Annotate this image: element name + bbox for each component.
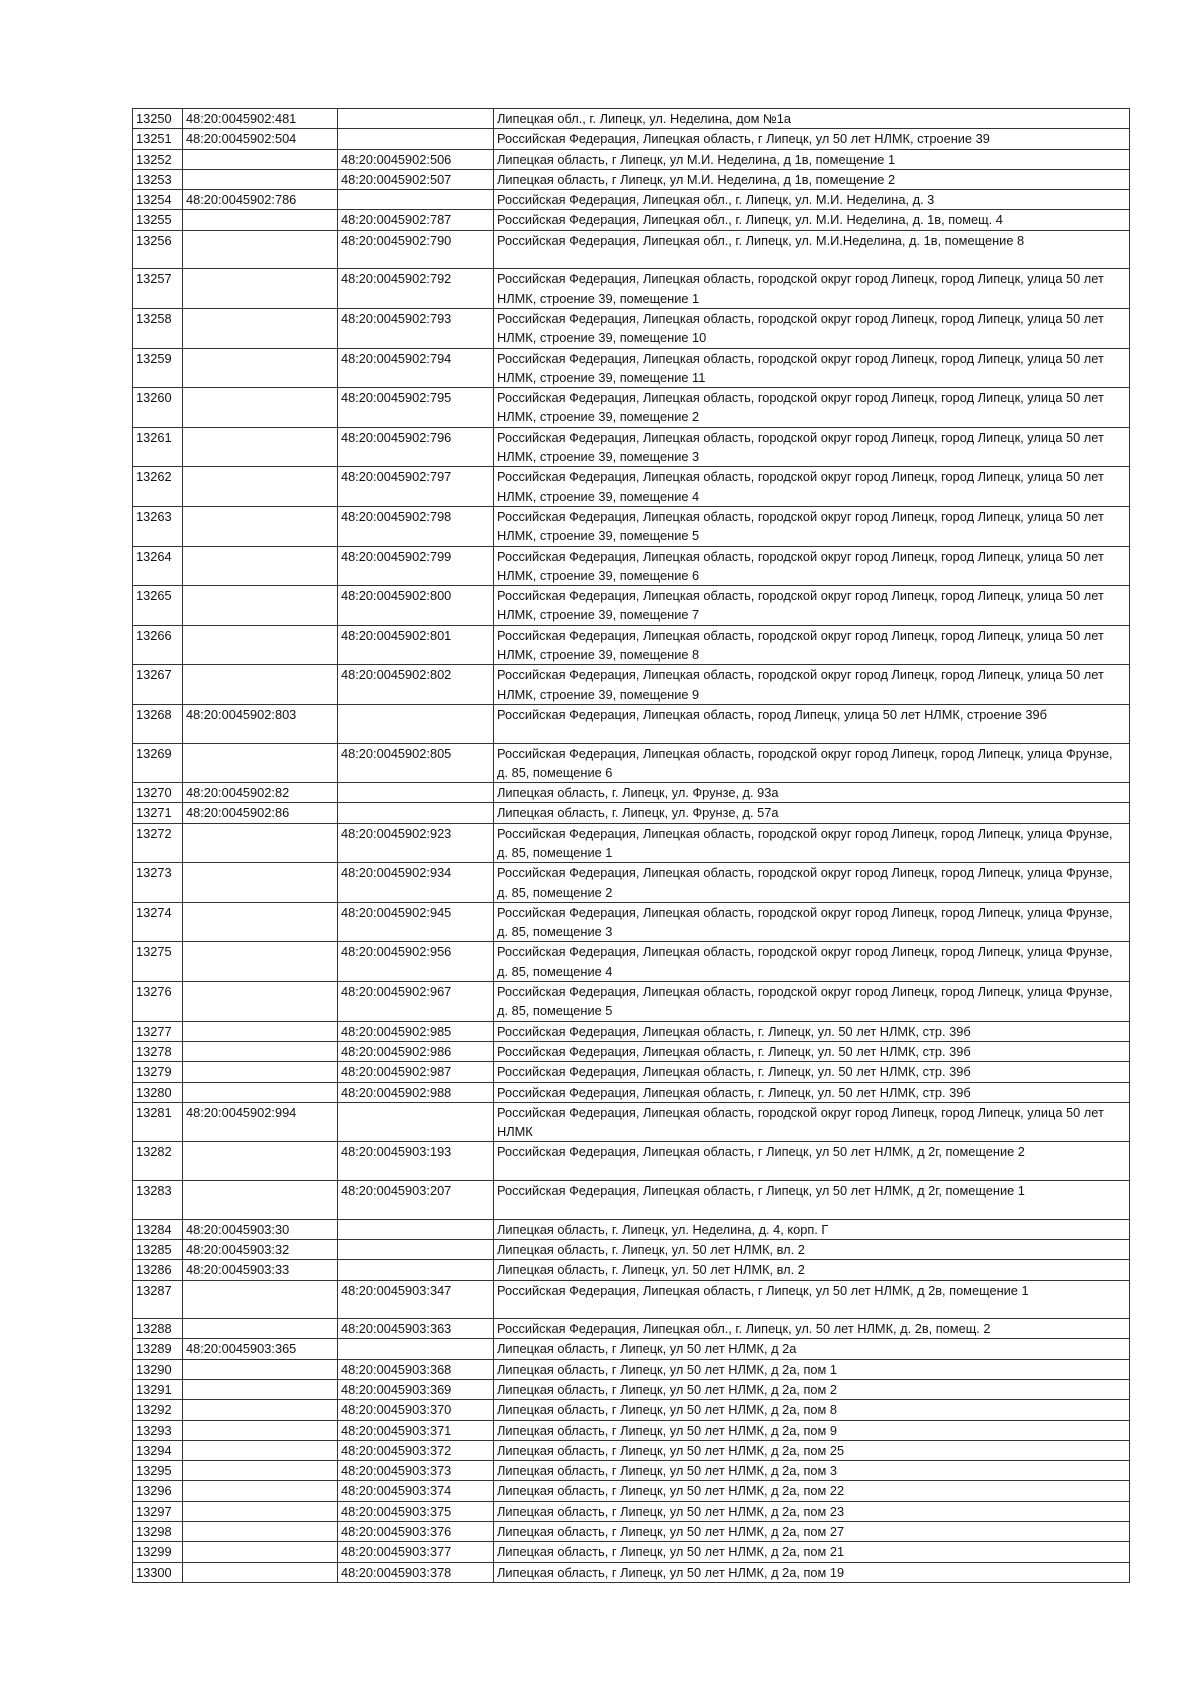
table-row bbox=[133, 1359, 1130, 1379]
land-cadastral-number-cell bbox=[183, 348, 338, 388]
land-cadastral-number-cell: 48:20:0045903:33 bbox=[183, 1260, 338, 1280]
premises-cadastral-number-cell bbox=[338, 803, 494, 823]
address-cell: Российская Федерация, Липецкая область, г Липецк, ул 50 лет НЛМК, д 2в, помещение 1 bbox=[494, 1280, 1130, 1319]
table-row bbox=[133, 1481, 1130, 1501]
table-row bbox=[133, 269, 1130, 309]
address-cell: Российская Федерация, Липецкая область, городской округ город Липецк, город Липецк, улица Фрунзе, д. 85, помещение 4 bbox=[494, 942, 1130, 982]
premises-cadastral-number-cell bbox=[338, 1260, 494, 1280]
premises-cadastral-number-cell: 48:20:0045902:805 bbox=[338, 743, 494, 783]
row-number-cell: 13286 bbox=[133, 1260, 183, 1280]
premises-cadastral-number-cell: 48:20:0045902:795 bbox=[338, 388, 494, 428]
table-row bbox=[133, 1041, 1130, 1061]
address-cell: Российская Федерация, Липецкая область, г. Липецк, ул. 50 лет НЛМК, стр. 39б bbox=[494, 1082, 1130, 1102]
table-row bbox=[133, 1501, 1130, 1521]
address-cell: Липецкая область, г Липецк, ул 50 лет НЛМК, д 2а, пом 1 bbox=[494, 1359, 1130, 1379]
land-cadastral-number-cell bbox=[183, 1501, 338, 1521]
table-row bbox=[133, 190, 1130, 210]
table-row bbox=[133, 1542, 1130, 1562]
table-row bbox=[133, 1461, 1130, 1481]
table-row bbox=[133, 1280, 1130, 1319]
premises-cadastral-number-cell: 48:20:0045902:797 bbox=[338, 467, 494, 507]
premises-cadastral-number-cell: 48:20:0045903:369 bbox=[338, 1380, 494, 1400]
table-row bbox=[133, 1239, 1130, 1259]
address-cell: Липецкая область, г Липецк, ул М.И. Неделина, д 1в, помещение 1 bbox=[494, 149, 1130, 169]
row-number-cell: 13264 bbox=[133, 546, 183, 586]
address-cell: Российская Федерация, Липецкая область, городской округ город Липецк, город Липецк, улица 50 лет НЛМК, строение 39, помещение 3 bbox=[494, 427, 1130, 467]
table-row bbox=[133, 129, 1130, 149]
address-cell: Российская Федерация, Липецкая область, городской округ город Липецк, город Липецк, улица Фрунзе, д. 85, помещение 2 bbox=[494, 863, 1130, 903]
table-row bbox=[133, 783, 1130, 803]
premises-cadastral-number-cell: 48:20:0045903:377 bbox=[338, 1542, 494, 1562]
address-cell: Липецкая область, г. Липецк, ул. Фрунзе, д. 57а bbox=[494, 803, 1130, 823]
address-cell: Российская Федерация, Липецкая область, городской округ город Липецк, город Липецк, улица 50 лет НЛМК, строение 39, помещение 10 bbox=[494, 308, 1130, 348]
premises-cadastral-number-cell bbox=[338, 109, 494, 129]
premises-cadastral-number-cell: 48:20:0045902:794 bbox=[338, 348, 494, 388]
row-number-cell: 13250 bbox=[133, 109, 183, 129]
address-cell: Российская Федерация, Липецкая область, городской округ город Липецк, город Липецк, улица 50 лет НЛМК, строение 39, помещение 4 bbox=[494, 467, 1130, 507]
land-cadastral-number-cell: 48:20:0045902:481 bbox=[183, 109, 338, 129]
land-cadastral-number-cell bbox=[183, 149, 338, 169]
table-row bbox=[133, 308, 1130, 348]
row-number-cell: 13263 bbox=[133, 506, 183, 546]
premises-cadastral-number-cell bbox=[338, 129, 494, 149]
premises-cadastral-number-cell: 48:20:0045903:371 bbox=[338, 1420, 494, 1440]
premises-cadastral-number-cell: 48:20:0045902:796 bbox=[338, 427, 494, 467]
row-number-cell: 13254 bbox=[133, 190, 183, 210]
land-cadastral-number-cell bbox=[183, 1562, 338, 1582]
row-number-cell: 13295 bbox=[133, 1461, 183, 1481]
premises-cadastral-number-cell bbox=[338, 190, 494, 210]
address-cell: Липецкая область, г. Липецк, ул. Неделина, д. 4, корп. Г bbox=[494, 1219, 1130, 1239]
land-cadastral-number-cell bbox=[183, 863, 338, 903]
address-cell: Липецкая область, г. Липецк, ул. 50 лет НЛМК, вл. 2 bbox=[494, 1239, 1130, 1259]
address-cell: Российская Федерация, Липецкая область, городской округ город Липецк, город Липецк, улица Фрунзе, д. 85, помещение 6 bbox=[494, 743, 1130, 783]
table-row bbox=[133, 1021, 1130, 1041]
premises-cadastral-number-cell: 48:20:0045903:347 bbox=[338, 1280, 494, 1319]
land-cadastral-number-cell bbox=[183, 269, 338, 309]
land-cadastral-number-cell bbox=[183, 982, 338, 1022]
table-row bbox=[133, 1339, 1130, 1359]
land-cadastral-number-cell bbox=[183, 586, 338, 626]
table-row bbox=[133, 902, 1130, 942]
address-cell: Липецкая область, г Липецк, ул 50 лет НЛМК, д 2а, пом 25 bbox=[494, 1440, 1130, 1460]
land-cadastral-number-cell bbox=[183, 1522, 338, 1542]
row-number-cell: 13268 bbox=[133, 704, 183, 743]
land-cadastral-number-cell: 48:20:0045902:786 bbox=[183, 190, 338, 210]
premises-cadastral-number-cell: 48:20:0045903:378 bbox=[338, 1562, 494, 1582]
land-cadastral-number-cell bbox=[183, 902, 338, 942]
table-row bbox=[133, 1420, 1130, 1440]
table-row bbox=[133, 1219, 1130, 1239]
row-number-cell: 13273 bbox=[133, 863, 183, 903]
land-cadastral-number-cell bbox=[183, 1420, 338, 1440]
land-cadastral-number-cell bbox=[183, 665, 338, 705]
row-number-cell: 13279 bbox=[133, 1062, 183, 1082]
address-cell: Липецкая область, г. Липецк, ул. 50 лет НЛМК, вл. 2 bbox=[494, 1260, 1130, 1280]
row-number-cell: 13257 bbox=[133, 269, 183, 309]
address-cell: Липецкая область, г Липецк, ул 50 лет НЛМК, д 2а, пом 21 bbox=[494, 1542, 1130, 1562]
land-cadastral-number-cell bbox=[183, 1181, 338, 1220]
premises-cadastral-number-cell: 48:20:0045902:988 bbox=[338, 1082, 494, 1102]
premises-cadastral-number-cell: 48:20:0045902:800 bbox=[338, 586, 494, 626]
row-number-cell: 13280 bbox=[133, 1082, 183, 1102]
row-number-cell: 13271 bbox=[133, 803, 183, 823]
land-cadastral-number-cell bbox=[183, 942, 338, 982]
row-number-cell: 13293 bbox=[133, 1420, 183, 1440]
row-number-cell: 13296 bbox=[133, 1481, 183, 1501]
address-cell: Российская Федерация, Липецкая область, городской округ город Липецк, город Липецк, улица 50 лет НЛМК, строение 39, помещение 11 bbox=[494, 348, 1130, 388]
row-number-cell: 13281 bbox=[133, 1102, 183, 1142]
address-cell: Российская Федерация, Липецкая область, городской округ город Липецк, город Липецк, улица 50 лет НЛМК, строение 39, помещение 8 bbox=[494, 625, 1130, 665]
row-number-cell: 13291 bbox=[133, 1380, 183, 1400]
land-cadastral-number-cell bbox=[183, 1319, 338, 1339]
table-row bbox=[133, 704, 1130, 743]
row-number-cell: 13252 bbox=[133, 149, 183, 169]
address-cell: Липецкая область, г Липецк, ул 50 лет НЛМК, д 2а, пом 27 bbox=[494, 1522, 1130, 1542]
premises-cadastral-number-cell bbox=[338, 1102, 494, 1142]
premises-cadastral-number-cell: 48:20:0045902:967 bbox=[338, 982, 494, 1022]
table-row bbox=[133, 169, 1130, 189]
premises-cadastral-number-cell: 48:20:0045902:792 bbox=[338, 269, 494, 309]
premises-cadastral-number-cell: 48:20:0045902:985 bbox=[338, 1021, 494, 1041]
land-cadastral-number-cell bbox=[183, 1142, 338, 1181]
premises-cadastral-number-cell bbox=[338, 1219, 494, 1239]
row-number-cell: 13294 bbox=[133, 1440, 183, 1460]
address-cell: Липецкая обл., г. Липецк, ул. Неделина, дом №1а bbox=[494, 109, 1130, 129]
table-row bbox=[133, 823, 1130, 863]
row-number-cell: 13290 bbox=[133, 1359, 183, 1379]
row-number-cell: 13276 bbox=[133, 982, 183, 1022]
address-cell: Российская Федерация, Липецкая область, г Липецк, ул 50 лет НЛМК, д 2г, помещение 2 bbox=[494, 1142, 1130, 1181]
register-table-body bbox=[133, 109, 1130, 1583]
table-row bbox=[133, 348, 1130, 388]
row-number-cell: 13283 bbox=[133, 1181, 183, 1220]
address-cell: Липецкая область, г Липецк, ул 50 лет НЛМК, д 2а, пом 3 bbox=[494, 1461, 1130, 1481]
table-row bbox=[133, 1181, 1130, 1220]
table-row bbox=[133, 1380, 1130, 1400]
table-row bbox=[133, 1142, 1130, 1181]
address-cell: Российская Федерация, Липецкая область, городской округ город Липецк, город Липецк, улица 50 лет НЛМК, строение 39, помещение 5 bbox=[494, 506, 1130, 546]
address-cell: Российская Федерация, Липецкая область, г. Липецк, ул. 50 лет НЛМК, стр. 39б bbox=[494, 1062, 1130, 1082]
address-cell: Российская Федерация, Липецкая область, городской округ город Липецк, город Липецк, улица 50 лет НЛМК, строение 39, помещение 6 bbox=[494, 546, 1130, 586]
row-number-cell: 13255 bbox=[133, 210, 183, 230]
premises-cadastral-number-cell: 48:20:0045902:799 bbox=[338, 546, 494, 586]
address-cell: Российская Федерация, Липецкая обл., г. Липецк, ул. 50 лет НЛМК, д. 2в, помещ. 2 bbox=[494, 1319, 1130, 1339]
address-cell: Российская Федерация, Липецкая обл., г. Липецк, ул. М.И. Неделина, д. 3 bbox=[494, 190, 1130, 210]
premises-cadastral-number-cell: 48:20:0045902:986 bbox=[338, 1041, 494, 1061]
address-cell: Липецкая область, г Липецк, ул 50 лет НЛМК, д 2а bbox=[494, 1339, 1130, 1359]
premises-cadastral-number-cell bbox=[338, 1239, 494, 1259]
premises-cadastral-number-cell: 48:20:0045902:506 bbox=[338, 149, 494, 169]
address-cell: Российская Федерация, Липецкая область, городской округ город Липецк, город Липецк, улица 50 лет НЛМК, строение 39, помещение 9 bbox=[494, 665, 1130, 705]
address-cell: Российская Федерация, Липецкая область, г Липецк, ул 50 лет НЛМК, строение 39 bbox=[494, 129, 1130, 149]
land-cadastral-number-cell bbox=[183, 1021, 338, 1041]
table-row bbox=[133, 427, 1130, 467]
address-cell: Липецкая область, г. Липецк, ул. Фрунзе, д. 93а bbox=[494, 783, 1130, 803]
table-row bbox=[133, 586, 1130, 626]
table-row bbox=[133, 230, 1130, 269]
address-cell: Российская Федерация, Липецкая область, г. Липецк, ул. 50 лет НЛМК, стр. 39б bbox=[494, 1041, 1130, 1061]
address-cell: Липецкая область, г Липецк, ул 50 лет НЛМК, д 2а, пом 22 bbox=[494, 1481, 1130, 1501]
address-cell: Российская Федерация, Липецкая область, г Липецк, ул 50 лет НЛМК, д 2г, помещение 1 bbox=[494, 1181, 1130, 1220]
table-row bbox=[133, 506, 1130, 546]
land-cadastral-number-cell bbox=[183, 1542, 338, 1562]
land-cadastral-number-cell bbox=[183, 823, 338, 863]
row-number-cell: 13253 bbox=[133, 169, 183, 189]
table-row bbox=[133, 743, 1130, 783]
table-row bbox=[133, 942, 1130, 982]
land-cadastral-number-cell bbox=[183, 427, 338, 467]
premises-cadastral-number-cell: 48:20:0045902:507 bbox=[338, 169, 494, 189]
land-cadastral-number-cell bbox=[183, 546, 338, 586]
row-number-cell: 13266 bbox=[133, 625, 183, 665]
address-cell: Липецкая область, г Липецк, ул 50 лет НЛМК, д 2а, пом 2 bbox=[494, 1380, 1130, 1400]
land-cadastral-number-cell bbox=[183, 1461, 338, 1481]
premises-cadastral-number-cell: 48:20:0045902:956 bbox=[338, 942, 494, 982]
row-number-cell: 13256 bbox=[133, 230, 183, 269]
land-cadastral-number-cell bbox=[183, 743, 338, 783]
land-cadastral-number-cell bbox=[183, 308, 338, 348]
land-cadastral-number-cell: 48:20:0045903:32 bbox=[183, 1239, 338, 1259]
table-row bbox=[133, 1522, 1130, 1542]
cadastral-register-table bbox=[132, 108, 1130, 1583]
premises-cadastral-number-cell: 48:20:0045903:375 bbox=[338, 1501, 494, 1521]
land-cadastral-number-cell: 48:20:0045902:86 bbox=[183, 803, 338, 823]
table-row bbox=[133, 982, 1130, 1022]
premises-cadastral-number-cell bbox=[338, 704, 494, 743]
row-number-cell: 13274 bbox=[133, 902, 183, 942]
address-cell: Российская Федерация, Липецкая обл., г. Липецк, ул. М.И.Неделина, д. 1в, помещение 8 bbox=[494, 230, 1130, 269]
land-cadastral-number-cell bbox=[183, 1062, 338, 1082]
land-cadastral-number-cell bbox=[183, 1380, 338, 1400]
row-number-cell: 13272 bbox=[133, 823, 183, 863]
premises-cadastral-number-cell: 48:20:0045902:802 bbox=[338, 665, 494, 705]
row-number-cell: 13287 bbox=[133, 1280, 183, 1319]
premises-cadastral-number-cell: 48:20:0045902:798 bbox=[338, 506, 494, 546]
land-cadastral-number-cell bbox=[183, 1400, 338, 1420]
table-row bbox=[133, 1062, 1130, 1082]
row-number-cell: 13251 bbox=[133, 129, 183, 149]
address-cell: Российская Федерация, Липецкая область, городской округ город Липецк, город Липецк, улица Фрунзе, д. 85, помещение 3 bbox=[494, 902, 1130, 942]
address-cell: Российская Федерация, Липецкая обл., г. Липецк, ул. М.И. Неделина, д. 1в, помещ. 4 bbox=[494, 210, 1130, 230]
row-number-cell: 13260 bbox=[133, 388, 183, 428]
address-cell: Российская Федерация, Липецкая область, городской округ город Липецк, город Липецк, улица 50 лет НЛМК bbox=[494, 1102, 1130, 1142]
land-cadastral-number-cell bbox=[183, 210, 338, 230]
table-row bbox=[133, 1400, 1130, 1420]
premises-cadastral-number-cell: 48:20:0045903:193 bbox=[338, 1142, 494, 1181]
address-cell: Российская Федерация, Липецкая область, г. Липецк, ул. 50 лет НЛМК, стр. 39б bbox=[494, 1021, 1130, 1041]
table-row bbox=[133, 1440, 1130, 1460]
row-number-cell: 13270 bbox=[133, 783, 183, 803]
premises-cadastral-number-cell: 48:20:0045902:793 bbox=[338, 308, 494, 348]
address-cell: Липецкая область, г Липецк, ул 50 лет НЛМК, д 2а, пом 8 bbox=[494, 1400, 1130, 1420]
row-number-cell: 13297 bbox=[133, 1501, 183, 1521]
row-number-cell: 13285 bbox=[133, 1239, 183, 1259]
address-cell: Российская Федерация, Липецкая область, городской округ город Липецк, город Липецк, улица 50 лет НЛМК, строение 39, помещение 7 bbox=[494, 586, 1130, 626]
row-number-cell: 13262 bbox=[133, 467, 183, 507]
address-cell: Российская Федерация, Липецкая область, город Липецк, улица 50 лет НЛМК, строение 39б bbox=[494, 704, 1130, 743]
address-cell: Российская Федерация, Липецкая область, городской округ город Липецк, город Липецк, улица Фрунзе, д. 85, помещение 5 bbox=[494, 982, 1130, 1022]
premises-cadastral-number-cell: 48:20:0045903:368 bbox=[338, 1359, 494, 1379]
premises-cadastral-number-cell bbox=[338, 1339, 494, 1359]
table-row bbox=[133, 665, 1130, 705]
table-row bbox=[133, 1319, 1130, 1339]
premises-cadastral-number-cell bbox=[338, 783, 494, 803]
land-cadastral-number-cell bbox=[183, 1280, 338, 1319]
row-number-cell: 13277 bbox=[133, 1021, 183, 1041]
land-cadastral-number-cell bbox=[183, 467, 338, 507]
row-number-cell: 13282 bbox=[133, 1142, 183, 1181]
table-row bbox=[133, 1082, 1130, 1102]
row-number-cell: 13258 bbox=[133, 308, 183, 348]
table-row bbox=[133, 388, 1130, 428]
table-row bbox=[133, 109, 1130, 129]
row-number-cell: 13267 bbox=[133, 665, 183, 705]
table-row bbox=[133, 546, 1130, 586]
address-cell: Липецкая область, г Липецк, ул 50 лет НЛМК, д 2а, пом 23 bbox=[494, 1501, 1130, 1521]
row-number-cell: 13261 bbox=[133, 427, 183, 467]
premises-cadastral-number-cell: 48:20:0045903:370 bbox=[338, 1400, 494, 1420]
premises-cadastral-number-cell: 48:20:0045903:373 bbox=[338, 1461, 494, 1481]
land-cadastral-number-cell: 48:20:0045903:365 bbox=[183, 1339, 338, 1359]
premises-cadastral-number-cell: 48:20:0045902:801 bbox=[338, 625, 494, 665]
land-cadastral-number-cell bbox=[183, 1440, 338, 1460]
table-row bbox=[133, 1260, 1130, 1280]
premises-cadastral-number-cell: 48:20:0045902:934 bbox=[338, 863, 494, 903]
row-number-cell: 13265 bbox=[133, 586, 183, 626]
row-number-cell: 13298 bbox=[133, 1522, 183, 1542]
row-number-cell: 13300 bbox=[133, 1562, 183, 1582]
premises-cadastral-number-cell: 48:20:0045902:787 bbox=[338, 210, 494, 230]
land-cadastral-number-cell bbox=[183, 1082, 338, 1102]
premises-cadastral-number-cell: 48:20:0045902:945 bbox=[338, 902, 494, 942]
table-row bbox=[133, 467, 1130, 507]
address-cell: Российская Федерация, Липецкая область, городской округ город Липецк, город Липецк, улица 50 лет НЛМК, строение 39, помещение 2 bbox=[494, 388, 1130, 428]
land-cadastral-number-cell bbox=[183, 1359, 338, 1379]
row-number-cell: 13259 bbox=[133, 348, 183, 388]
row-number-cell: 13299 bbox=[133, 1542, 183, 1562]
land-cadastral-number-cell: 48:20:0045902:994 bbox=[183, 1102, 338, 1142]
row-number-cell: 13275 bbox=[133, 942, 183, 982]
table-row bbox=[133, 149, 1130, 169]
land-cadastral-number-cell bbox=[183, 1041, 338, 1061]
row-number-cell: 13289 bbox=[133, 1339, 183, 1359]
premises-cadastral-number-cell: 48:20:0045903:363 bbox=[338, 1319, 494, 1339]
land-cadastral-number-cell bbox=[183, 506, 338, 546]
table-row bbox=[133, 1102, 1130, 1142]
address-cell: Липецкая область, г Липецк, ул 50 лет НЛМК, д 2а, пом 19 bbox=[494, 1562, 1130, 1582]
premises-cadastral-number-cell: 48:20:0045902:790 bbox=[338, 230, 494, 269]
address-cell: Липецкая область, г Липецк, ул М.И. Неделина, д 1в, помещение 2 bbox=[494, 169, 1130, 189]
address-cell: Липецкая область, г Липецк, ул 50 лет НЛМК, д 2а, пом 9 bbox=[494, 1420, 1130, 1440]
premises-cadastral-number-cell: 48:20:0045903:372 bbox=[338, 1440, 494, 1460]
land-cadastral-number-cell: 48:20:0045903:30 bbox=[183, 1219, 338, 1239]
premises-cadastral-number-cell: 48:20:0045902:987 bbox=[338, 1062, 494, 1082]
table-row bbox=[133, 625, 1130, 665]
land-cadastral-number-cell bbox=[183, 230, 338, 269]
land-cadastral-number-cell: 48:20:0045902:82 bbox=[183, 783, 338, 803]
premises-cadastral-number-cell: 48:20:0045903:376 bbox=[338, 1522, 494, 1542]
table-row bbox=[133, 1562, 1130, 1582]
premises-cadastral-number-cell: 48:20:0045903:374 bbox=[338, 1481, 494, 1501]
land-cadastral-number-cell: 48:20:0045902:803 bbox=[183, 704, 338, 743]
row-number-cell: 13278 bbox=[133, 1041, 183, 1061]
premises-cadastral-number-cell: 48:20:0045902:923 bbox=[338, 823, 494, 863]
land-cadastral-number-cell bbox=[183, 1481, 338, 1501]
address-cell: Российская Федерация, Липецкая область, городской округ город Липецк, город Липецк, улица 50 лет НЛМК, строение 39, помещение 1 bbox=[494, 269, 1130, 309]
premises-cadastral-number-cell: 48:20:0045903:207 bbox=[338, 1181, 494, 1220]
row-number-cell: 13284 bbox=[133, 1219, 183, 1239]
land-cadastral-number-cell bbox=[183, 388, 338, 428]
table-row bbox=[133, 803, 1130, 823]
table-row bbox=[133, 210, 1130, 230]
row-number-cell: 13269 bbox=[133, 743, 183, 783]
land-cadastral-number-cell: 48:20:0045902:504 bbox=[183, 129, 338, 149]
land-cadastral-number-cell bbox=[183, 169, 338, 189]
address-cell: Российская Федерация, Липецкая область, городской округ город Липецк, город Липецк, улица Фрунзе, д. 85, помещение 1 bbox=[494, 823, 1130, 863]
row-number-cell: 13292 bbox=[133, 1400, 183, 1420]
row-number-cell: 13288 bbox=[133, 1319, 183, 1339]
land-cadastral-number-cell bbox=[183, 625, 338, 665]
table-row bbox=[133, 863, 1130, 903]
